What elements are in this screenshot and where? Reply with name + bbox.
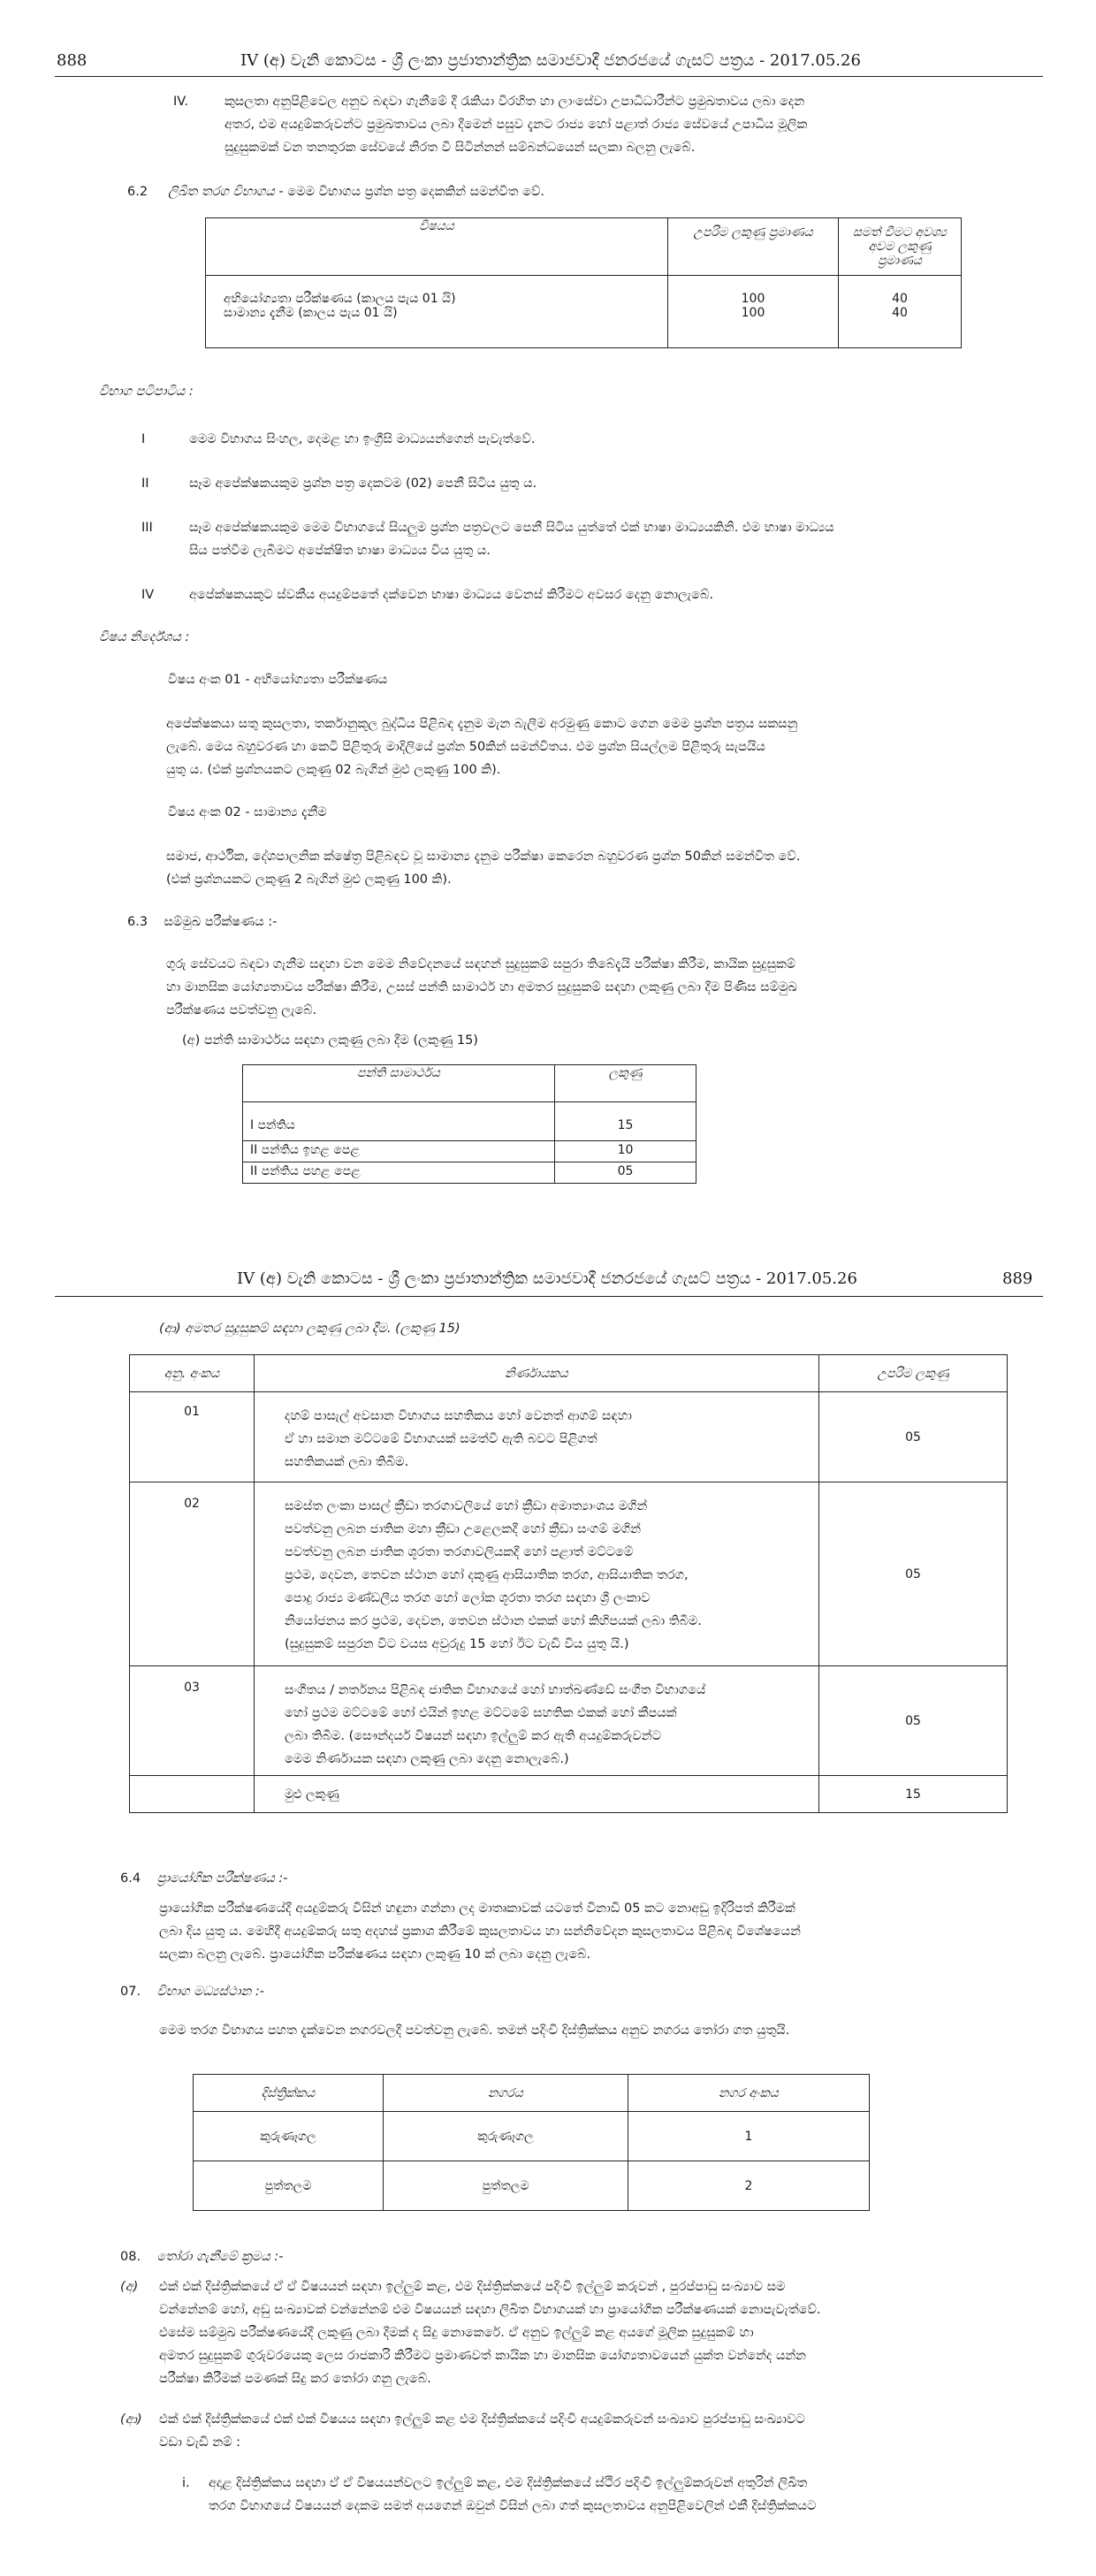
sub-heading-a: (අ) පන්ති සාමාර්ථය සඳහා ලකුණු ලබා දීම (ලකුණු 15) — [182, 1033, 478, 1048]
para-aa-label: (ආ) — [120, 2412, 142, 2427]
header-rule — [55, 76, 1043, 77]
text-line: පවත්වනු ලබන ජාතික ශූරතා තරගාවලියකදී හෝ පළාත් මට්ටමේ — [285, 1545, 634, 1559]
para-aa-text — [159, 2408, 805, 2454]
text-line: අභියෝග්‍යතා පරීක්ෂණය (කාලය පැය 01 යි) — [224, 292, 456, 306]
table-header: නගර අංකය — [628, 2075, 870, 2112]
section-number: 6.3 — [127, 915, 148, 929]
criteria-cell — [255, 1392, 819, 1482]
table-row — [130, 1482, 1008, 1666]
extra-qualifications-table — [129, 1354, 1008, 1813]
text-line: සහතිකයක් ලබා තිබීම. — [285, 1455, 409, 1469]
pass-marks-cell — [839, 276, 962, 348]
section-title: සම්මුඛ පරීක්ෂණය :- — [164, 915, 278, 929]
text-line: පරීක්ෂණය පවත්වනු ලැබේ. — [166, 1003, 317, 1017]
marks-cell: 05 — [819, 1392, 1008, 1482]
running-title: IV (අ) වැනි කොටස - ශ්‍රී ලංකා ප්‍රජාතාන්ත්‍රික සමාජවාදී ජනරජයේ ගැසට් පත්‍රය - 2017.05.26 — [240, 51, 861, 70]
table-total-row — [130, 1776, 1008, 1813]
table-header: පන්ති සාමාර්ථය — [243, 1065, 555, 1102]
text-line: අතර, එම අයදුම්කරුවන්ට ප්‍රමුඛතාවය ලබා දීමෙන් පසුව දැනට රාජ්‍ය හෝ පළාත් රාජ්‍ය සේවයේ උපාධිය මූලික — [225, 118, 808, 132]
table-row — [243, 1102, 696, 1141]
table-header: දිස්ත්‍රික්කය — [194, 2075, 384, 2112]
section-6-3-text — [166, 953, 797, 1022]
exam-scheme-heading: විභාග පටිපාටිය : — [99, 385, 194, 399]
row-number-cell: 01 — [130, 1392, 255, 1482]
table-header: සමත් වීමට අවශ්‍ය අවම ලකුණු ප්‍රමාණය — [839, 218, 962, 276]
scheme-text: මෙම විභාගය සිංහල, දෙමළ හා ඉංග්‍රීසි මාධ්‍යයන්ගෙන් පැවැත්වේ. — [189, 432, 536, 446]
text-line: (සුදුසුකම් සපුරන විට වයස අවුරුදු 15 හෝ ඊට වැඩි විය යුතු යි.) — [285, 1637, 629, 1651]
exam-table — [205, 217, 962, 348]
marks-cell: 05 — [555, 1162, 696, 1184]
total-marks: 15 — [819, 1776, 1008, 1813]
item-iv-number: IV. — [173, 95, 188, 109]
para-a-label: (අ) — [120, 2280, 139, 2294]
text-line: සාමාන්‍ය දැනීම (කාලය පැය 01 යි) — [224, 306, 398, 320]
class-cell: II පන්තිය පහළ පෙළ — [243, 1162, 555, 1184]
text-line: 100 — [741, 306, 765, 320]
text-line: පරීක්ෂා කිරීමක් පමණක් සිදු කර තෝරා ගනු ලැබේ. — [159, 2372, 431, 2386]
text-line: යුතු ය. (එක් ප්‍රශ්නයකට ලකුණු 02 බැගින් මුළු ලකුණු 100 කි). — [166, 763, 501, 777]
marks-cell: 05 — [819, 1482, 1008, 1666]
scheme-text: සෑම අපේක්ෂකයකුම ප්‍රශ්න පත්‍ර දෙකටම (02) පෙනී සිටිය යුතු ය. — [189, 476, 537, 491]
text-line: සුදුසුකමක් වන තනතුරක සේවයේ නිරත වී සිටින්නන් සම්බන්ධයෙන් සලකා බලනු ලැබේ. — [225, 141, 696, 155]
subject-cell — [206, 276, 668, 348]
total-label: මුළු ලකුණු — [255, 1776, 819, 1813]
text-line: ලබා තිබීම. (සෞන්දර්ය විෂයන් සඳහා ඉල්ලුම් කර ඇති අයදුම්කරුවන්ට — [285, 1729, 661, 1743]
text-line: ගුරු සේවයට බඳවා ගැනීම සඳහා වන මෙම නිවේදනයේ සඳහන් සුදුසුකම් සපුරා තිබේදැයි පරීක්ෂා කිරීම, කායික සුදුසුකම් — [166, 957, 796, 972]
text-line: මෙම නිර්ණායක සඳහා ලකුණු ලබා දෙනු නොලැබේ.) — [285, 1752, 569, 1766]
section-number: 6.4 — [120, 1871, 141, 1886]
table-header-row — [243, 1065, 696, 1102]
section-6-4 — [120, 1867, 288, 1890]
table-header: විෂයය — [206, 218, 668, 276]
table-header-row — [130, 1355, 1008, 1392]
running-title: IV (අ) වැනි කොටස - ශ්‍රී ලංකා ප්‍රජාතාන්ත්‍රික සමාජවාදී ජනරජයේ ගැසට් පත්‍රය - 2017.05.26 — [237, 1269, 857, 1288]
item-i-text — [209, 2472, 816, 2518]
section-number: 6.2 — [127, 185, 148, 199]
text-line: එක් එක් දිස්ත්‍රික්කයේ එක් එක් විෂයය සඳහා ඉල්ලුම් කළ එම දිස්ත්‍රික්කයේ පදිංචි අයදුම්කරුවන් සංඛ්‍යාව පුරප්පාඩු සංඛ්‍යාවට — [159, 2412, 805, 2427]
exam-centre-table — [193, 2074, 870, 2211]
marks-cell: 10 — [555, 1141, 696, 1162]
district-cell: කුරුණෑගල — [194, 2112, 384, 2161]
section-6-3 — [127, 911, 277, 934]
scheme-num: III — [141, 521, 153, 535]
section-number: 07. — [120, 1985, 141, 1999]
subject-2-title: විෂය අංක 02 - සාමාන්‍ය දැනීම — [168, 805, 327, 819]
syllabus-heading: විෂය නිර්දේශය : — [99, 630, 190, 644]
text-line: සමාජ, ආර්ථික, දේශපාලනික ක්ෂේත්‍ර පිළිබඳව වූ සාමාන්‍ය දැනුම පරීක්ෂා කෙරෙන බහුවරණ ප්‍රශ්න 50කින් සමන්විත වේ. — [166, 850, 801, 864]
table-header: නගරය — [384, 2075, 628, 2112]
empty-cell — [130, 1776, 255, 1813]
table-row — [243, 1162, 696, 1184]
table-header: ලකුණු — [555, 1065, 696, 1102]
criteria-cell — [255, 1482, 819, 1666]
text-line: සෑම අපේක්ෂකයකුම මෙම විභාගයේ සියලුම ප්‍රශ්න පත්‍රවලට පෙනී සිටිය යුත්තේ එක් භාෂා මාධ්‍යයකිනි. එම භාෂා මාධ්‍යය — [189, 521, 834, 535]
text-line: ප්‍රායෝගික පරීක්ෂණයේදී අයදුම්කරු විසින් හඳුනා ගන්නා ලද මාතෘකාවක් යටතේ විනාඩි 05 කට නොඅඩු ඉදිරිපත් කිරීමක් — [159, 1902, 795, 1916]
section-number: 08. — [120, 2250, 141, 2264]
subject-1-text — [166, 713, 797, 781]
scheme-num: I — [141, 432, 146, 446]
text-line: පොදු රාජ්‍ය මණ්ඩලීය තරග හෝ ලෝක ශූරතා තරග සඳහා ශ්‍රී ලංකාව — [285, 1591, 651, 1605]
class-cell: II පන්තිය ඉහළ පෙළ — [243, 1141, 555, 1162]
table-header-row — [206, 218, 962, 276]
text-line: 40 — [892, 292, 908, 306]
criteria-cell — [255, 1666, 819, 1776]
page-number: 889 — [1002, 1269, 1033, 1288]
table-row — [206, 276, 962, 348]
text-line: අපේක්ෂකයා සතු කුසලතා, තර්කානුකූල බුද්ධිය පිළිබඳ දැනුම මැන බැලීම අරමුණු කොට ගෙන මෙම ප්‍රශ්න පත්‍රය සකසනු — [166, 717, 798, 731]
table-row — [194, 2161, 870, 2211]
scheme-text: අපේක්ෂකයකුට ස්වකීය අයදුම්පතේ දක්වෙන භාෂා මාධ්‍යය වෙනස් කිරීමට අවසර දෙනු නොලැබේ. — [189, 588, 713, 602]
district-cell: පුත්තලම — [194, 2161, 384, 2211]
table-row — [130, 1392, 1008, 1482]
table-header: අනු. අංකය — [130, 1355, 255, 1392]
city-number-cell: 2 — [628, 2161, 870, 2211]
text-line: සංගීතය / නර්තනය පිළිබඳ ජාතික විභාගයේ හෝ භාත්ඛණ්ඩේ සංගීත විභාගයේ — [285, 1683, 706, 1697]
section-6-4-text — [159, 1897, 801, 1966]
section-08 — [120, 2245, 284, 2268]
text-line: ලැබේ. මෙය බහුවරණ හා කෙටි පිළිතුරු මාදිලියේ ප්‍රශ්න 50කින් සමන්විතය. එම ප්‍රශ්න සියල්ලම පිළිතුරු සැපයිය — [166, 740, 765, 754]
text-line: වඩා වැඩි නම් : — [159, 2435, 241, 2450]
text-line: පවත්වනු ලබන ජාතික මහා ක්‍රීඩා උළෙලකදී හෝ ක්‍රීඩා සංගම් මගින් — [285, 1522, 642, 1536]
sub-heading-aa: (ආ) අමතර සුදුසුකම් සඳහා ලකුණු ලබා දීම. (ලකුණු 15) — [159, 1322, 460, 1336]
text-line: සමස්ත ලංකා පාසල් ක්‍රීඩා තරගාවලියේ හෝ ක්‍රීඩා අමාත්‍යාංශය මගින් — [285, 1499, 648, 1513]
scheme-num: IV — [141, 588, 155, 602]
section-title: ප්‍රායෝගික පරීක්ෂණය :- — [156, 1871, 288, 1886]
text-line: (එක් ප්‍රශ්නයකට ලකුණු 2 බැගින් මුළු ලකුණු 100 කි). — [166, 873, 452, 887]
item-i-number: i. — [182, 2476, 190, 2490]
text-line: අදාළ දිස්ත්‍රික්කය සඳහා ඒ ඒ විෂයයන්වලට ඉල්ලුම් කළ, එම දිස්ත්‍රික්කයේ ස්ථිර පදිංචි ඉල්ලුම්කරුවන් අතුරින් ලිඛිත — [209, 2476, 808, 2490]
text-line: කුසලතා අනුපිළිවෙල අනුව බඳවා ගැනීමේ දී රැකියා විරහිත හා ලාංසේවා උපාධිධාරීන්ට ප්‍රමුඛතාවය ලබා දෙන — [225, 95, 805, 109]
row-number-cell: 03 — [130, 1666, 255, 1776]
text-line: නියෝජනය කර ප්‍රථම, දෙවන, තෙවන ස්ථාන එකක් හෝ කිහිපයක් ලබා තිබීම. — [285, 1614, 702, 1628]
text-line: හා මානසික යෝග්‍යතාවය පරීක්ෂා කිරීම, උසස් පන්ති සාමාර්ථ හා අමතර සුදුසුකම් සඳහා ලකුණු ලබා දීම පිණිස සම්මුඛ — [166, 980, 797, 995]
section-title: තෝරා ගැනීමේ ක්‍රමය :- — [156, 2250, 284, 2264]
text-line: දහම් පාසැල් අවසාන විභාගය සහතිකය හෝ වෙනත් ආගම් සඳහා — [285, 1409, 632, 1423]
city-cell: පුත්තලම — [384, 2161, 628, 2211]
subject-2-text — [166, 845, 800, 891]
section-title: විභාග මධ්‍යස්ථාන :- — [156, 1985, 264, 1999]
scheme-text — [189, 516, 834, 562]
subject-1-title: විෂය අංක 01 - අභියෝග්‍යතා පරීක්ෂණය — [168, 673, 388, 687]
row-number-cell: 02 — [130, 1482, 255, 1666]
text-line: ලබා දිය යුතු ය. මෙහිදී අයදුම්කරු සතු අදහස් ප්‍රකාශ කිරීමේ කුසලතාවය හා සන්නිවේදන කුසලතාවය පිළිබඳ විශේෂයෙන් — [159, 1924, 801, 1939]
section-text: - මෙම විභාගය ප්‍රශ්න පත්‍ර දෙකකින් සමන්විත වේ. — [274, 185, 544, 199]
text-line: වන්නේනම් හෝ, අඩු සංඛ්‍යාවක් වන්නේනම් එම විෂයයන් සඳහා ලිඛිත විභාගයක් හා ප්‍රායෝගික පරීක්ෂණයක් නොපැවැත්වේ. — [159, 2303, 821, 2317]
table-header: උපරිම ලකුණු ප්‍රමාණය — [668, 218, 839, 276]
marks-cell: 15 — [555, 1102, 696, 1141]
city-number-cell: 1 — [628, 2112, 870, 2161]
table-row — [243, 1141, 696, 1162]
text-line: සිය පත්වීම ලැබීමට අපේක්ෂිත භාෂා මාධ්‍යය විය යුතු ය. — [189, 544, 491, 558]
table-row — [130, 1666, 1008, 1776]
city-cell: කුරුණෑගල — [384, 2112, 628, 2161]
text-line: එක් එක් දිස්ත්‍රික්කයේ ඒ ඒ විෂයයන් සඳහා ඉල්ලුම් කළ, එම දිස්ත්‍රික්කයේ පදිංචි ඉල්ලුම් කරුවන් , පුරප්පාඩු සංඛ්‍යාව සම — [159, 2280, 786, 2294]
text-line: ඒ හා සමාන මට්ටමේ විභාගයක් සමත්වී ඇති බවට පිළිගත් — [285, 1432, 597, 1446]
scheme-num: II — [141, 476, 149, 491]
max-marks-cell — [668, 276, 839, 348]
text-line: සලකා බලනු ලැබේ. ප්‍රායෝගික පරීක්ෂණය සඳහා ලකුණු 10 ක් ලබා දෙනු ලැබේ. — [159, 1947, 591, 1962]
section-07-text: මෙම තරග විභාගය පහත දැක්වෙන නගරවලදී පවත්වනු ලැබේ. තමන් පදිංචි දිස්ත්‍රික්කය අනුව නගරය තෝරා ගත යුතුයි. — [159, 2023, 790, 2038]
table-header: නිර්ණායකය — [255, 1355, 819, 1392]
page-number: 888 — [57, 51, 88, 70]
text-line: තරග විභාගයේ විෂයයන් දෙකම සමත් අයගෙන් ඔවුන් විසින් ලබා ගත් කුසලතාවය අනුපිළිවෙලින් එකී දිස්ත්‍රික්කයට — [209, 2499, 817, 2513]
para-a-text — [159, 2275, 821, 2390]
header-rule — [55, 1296, 1043, 1297]
table-header: උපරිම ලකුණු — [819, 1355, 1008, 1392]
section-6-2 — [127, 180, 544, 203]
text-line: ප්‍රථම, දෙවන, තෙවන ස්ථාන හෝ දකුණු ආසියාතික තරග, ආසියාතික තරග, — [285, 1568, 689, 1582]
table-row — [194, 2112, 870, 2161]
table-header-row — [194, 2075, 870, 2112]
item-iv-text — [225, 90, 807, 159]
section-title: ලිඛිත තරග විභාගය — [168, 185, 275, 199]
text-line: 40 — [892, 306, 908, 320]
marks-cell: 05 — [819, 1666, 1008, 1776]
text-line: හෝ ප්‍රථම මට්ටමේ හෝ එයින් ඉහළ මට්ටමේ සහතික එකක් හෝ කීපයක් — [285, 1706, 677, 1720]
text-line: 100 — [741, 292, 765, 306]
text-line: අමතර සුදුසුකම් ගුරුවරයෙකු ලෙස රාජකාරි කිරීමට ප්‍රමාණවත් කායික හා මානසික යෝග්‍යතාවයෙන් යුක්ත වන්නේද යන්න — [159, 2349, 806, 2363]
class-table — [242, 1064, 696, 1184]
class-cell: I පන්තිය — [243, 1102, 555, 1141]
text-line: එසේම සම්මුඛ පරීක්ෂණයේදී ලකුණු ලබා දීමක් ද සිදු නොකෙරේ. ඒ අනුව ඉල්ලුම් කළ අයගේ මූලික සුදුසුකම් හා — [159, 2326, 754, 2340]
section-07 — [120, 1980, 264, 2003]
